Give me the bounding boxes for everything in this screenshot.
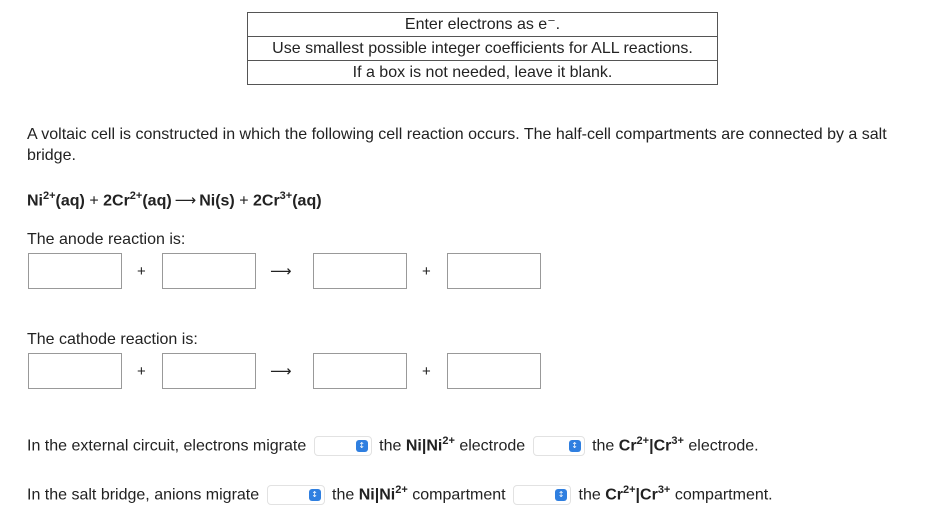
chevron-updown-icon: ↕ (309, 489, 321, 501)
saltbridge-compartment-2a-charge: 2+ (623, 484, 636, 496)
external-direction-select-1[interactable] (314, 436, 372, 456)
chevron-updown-icon: ↕ (555, 489, 567, 501)
instruction-coefficients: Use smallest possible integer coefficients for ALL reactions. (248, 37, 718, 61)
external-direction-select-2[interactable] (533, 436, 585, 456)
external-suffix: electrode. (688, 437, 759, 455)
eq-plus-1: + (84, 192, 104, 210)
saltbridge-direction-select-2[interactable] (513, 485, 571, 505)
saltbridge-compartment-2b-charge: 3+ (657, 484, 671, 496)
external-electrode-2b: |Cr (649, 437, 672, 455)
cathode-plus-right: + (422, 363, 431, 380)
eq-product-2-charge: 3+ (279, 190, 293, 202)
cathode-plus-left: + (137, 363, 146, 380)
eq-arrow: ⟶ (174, 192, 197, 210)
instruction-electrons: Enter electrons as e⁻. (248, 13, 718, 37)
external-the-1: the (379, 437, 402, 455)
eq-reactant-1: Ni (27, 192, 43, 210)
chevron-updown-icon: ↕ (356, 440, 368, 452)
external-prefix: In the external circuit, electrons migrate (27, 437, 307, 455)
cathode-product-2-box[interactable] (447, 353, 541, 389)
chevron-updown-icon: ↕ (569, 440, 581, 452)
saltbridge-compartment-1-charge: 2+ (395, 484, 408, 496)
saltbridge-suffix: compartment. (674, 486, 773, 504)
eq-product-2-state: (aq) (292, 192, 322, 210)
instruction-blank: If a box is not needed, leave it blank. (248, 61, 718, 85)
saltbridge-compartment-2a: Cr (605, 486, 623, 504)
cathode-reactant-1-box[interactable] (28, 353, 122, 389)
eq-reactant-2-charge: 2+ (129, 190, 143, 202)
anode-reactant-2-box[interactable] (162, 253, 256, 289)
eq-plus-2: + (234, 192, 253, 210)
anode-plus-left: + (137, 263, 146, 280)
anode-reactant-1-box[interactable] (28, 253, 122, 289)
external-electrode-2a: Cr (618, 437, 637, 455)
eq-reactant-1-state: (aq) (55, 192, 85, 210)
eq-product-1: Ni(s) (199, 192, 235, 210)
saltbridge-compartment-1: Ni|Ni (358, 486, 396, 504)
external-the-2: the (592, 437, 615, 455)
cathode-arrow: ⟶ (270, 363, 292, 380)
external-circuit-question (27, 435, 759, 456)
external-electrode-2b-charge: 3+ (671, 435, 684, 447)
eq-reactant-2-state: (aq) (142, 192, 172, 210)
external-electrode-1-charge: 2+ (442, 435, 455, 447)
cathode-reactant-2-box[interactable] (162, 353, 256, 389)
external-electrode-1: Ni|Ni (405, 437, 443, 455)
anode-plus-right: + (422, 263, 431, 280)
eq-product-2: 2Cr (252, 192, 280, 210)
saltbridge-the-1: the (332, 486, 355, 504)
anode-label: The anode reaction is: (27, 231, 186, 248)
question-intro: A voltaic cell is constructed in which the following cell reaction occurs. The half-cell compartments are connected by a salt bridge. (27, 126, 887, 164)
cell-reaction-equation (27, 190, 322, 210)
instructions-table (247, 12, 718, 85)
eq-reactant-1-charge: 2+ (43, 190, 56, 202)
saltbridge-direction-select-1[interactable] (267, 485, 325, 505)
saltbridge-the-2: the (578, 486, 601, 504)
anode-product-1-box[interactable] (313, 253, 407, 289)
eq-reactant-2: 2Cr (103, 192, 130, 210)
anode-arrow: ⟶ (270, 263, 292, 280)
external-mid: electrode (459, 437, 526, 455)
external-electrode-2a-charge: 2+ (636, 435, 650, 447)
anode-product-2-box[interactable] (447, 253, 541, 289)
salt-bridge-question (27, 484, 773, 505)
saltbridge-prefix: In the salt bridge, anions migrate (27, 486, 260, 504)
cathode-label: The cathode reaction is: (27, 331, 198, 348)
saltbridge-mid: compartment (412, 486, 506, 504)
cathode-product-1-box[interactable] (313, 353, 407, 389)
saltbridge-compartment-2b: |Cr (635, 486, 658, 504)
